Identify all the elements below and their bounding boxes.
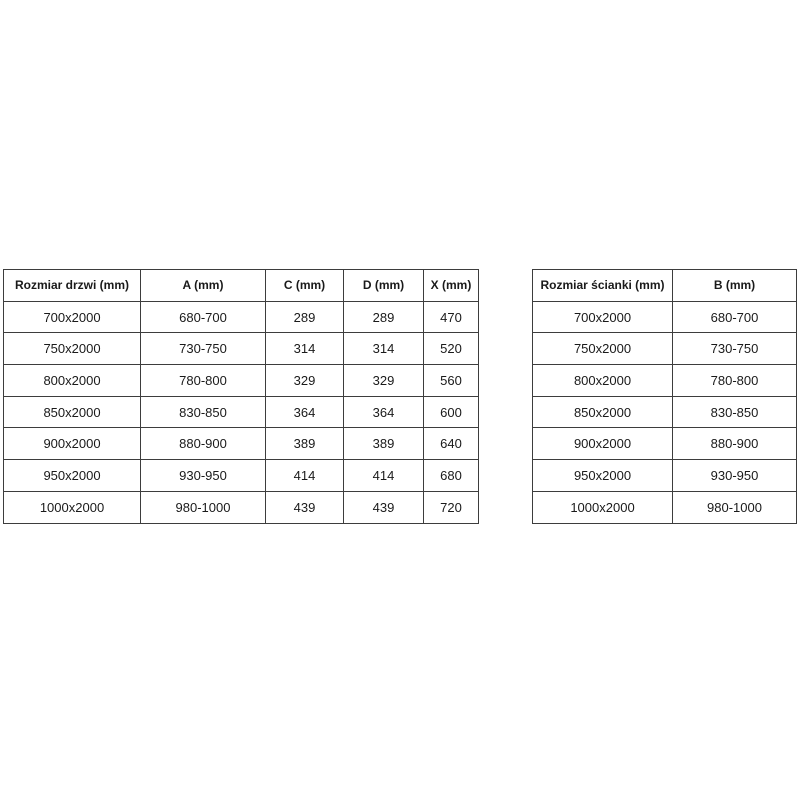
column-header: C (mm)	[266, 270, 344, 302]
table-cell: 364	[266, 396, 344, 428]
table-cell: 730-750	[141, 333, 266, 365]
column-header: Rozmiar ścianki (mm)	[533, 270, 673, 302]
header-row	[533, 270, 797, 302]
table-cell: 700x2000	[533, 301, 673, 333]
table-cell: 900x2000	[533, 428, 673, 460]
table-cell: 930-950	[141, 460, 266, 492]
table-cell: 389	[344, 428, 424, 460]
table-cell: 314	[344, 333, 424, 365]
column-header: B (mm)	[673, 270, 797, 302]
table-cell: 560	[424, 365, 479, 397]
table-cell: 720	[424, 491, 479, 523]
table-row	[533, 365, 797, 397]
table-cell: 850x2000	[4, 396, 141, 428]
table-cell: 439	[344, 491, 424, 523]
table-cell: 800x2000	[533, 365, 673, 397]
table-row	[4, 428, 479, 460]
wall-size-table-body	[533, 301, 797, 523]
table-cell: 329	[266, 365, 344, 397]
table-cell: 680	[424, 460, 479, 492]
table-cell: 950x2000	[4, 460, 141, 492]
table-cell: 314	[266, 333, 344, 365]
table-cell: 880-900	[673, 428, 797, 460]
table-cell: 1000x2000	[533, 491, 673, 523]
header-row	[4, 270, 479, 302]
door-size-table	[3, 269, 479, 524]
column-header: A (mm)	[141, 270, 266, 302]
table-cell: 800x2000	[4, 365, 141, 397]
table-cell: 640	[424, 428, 479, 460]
table-cell: 414	[344, 460, 424, 492]
wall-size-table-header	[533, 270, 797, 302]
column-header: Rozmiar drzwi (mm)	[4, 270, 141, 302]
table-cell: 730-750	[673, 333, 797, 365]
table-row	[533, 491, 797, 523]
table-row	[4, 460, 479, 492]
table-cell: 830-850	[673, 396, 797, 428]
table-cell: 980-1000	[673, 491, 797, 523]
table-cell: 700x2000	[4, 301, 141, 333]
table-cell: 780-800	[141, 365, 266, 397]
table-row	[4, 491, 479, 523]
column-header: X (mm)	[424, 270, 479, 302]
table-row	[4, 396, 479, 428]
table-cell: 880-900	[141, 428, 266, 460]
table-cell: 900x2000	[4, 428, 141, 460]
table-cell: 980-1000	[141, 491, 266, 523]
table-cell: 520	[424, 333, 479, 365]
table-cell: 439	[266, 491, 344, 523]
table-cell: 289	[344, 301, 424, 333]
table-row	[533, 460, 797, 492]
door-size-table-body	[4, 301, 479, 523]
table-cell: 329	[344, 365, 424, 397]
table-cell: 950x2000	[533, 460, 673, 492]
table-cell: 600	[424, 396, 479, 428]
table-cell: 930-950	[673, 460, 797, 492]
table-row	[4, 365, 479, 397]
table-cell: 850x2000	[533, 396, 673, 428]
table-cell: 289	[266, 301, 344, 333]
table-cell: 414	[266, 460, 344, 492]
table-row	[533, 301, 797, 333]
table-row	[4, 301, 479, 333]
table-cell: 750x2000	[533, 333, 673, 365]
table-cell: 680-700	[141, 301, 266, 333]
table-cell: 750x2000	[4, 333, 141, 365]
column-header: D (mm)	[344, 270, 424, 302]
table-cell: 470	[424, 301, 479, 333]
table-cell: 389	[266, 428, 344, 460]
table-cell: 830-850	[141, 396, 266, 428]
table-cell: 680-700	[673, 301, 797, 333]
table-cell: 1000x2000	[4, 491, 141, 523]
wall-size-table	[532, 269, 797, 524]
table-cell: 780-800	[673, 365, 797, 397]
table-row	[533, 428, 797, 460]
table-row	[533, 396, 797, 428]
door-size-table-header	[4, 270, 479, 302]
table-cell: 364	[344, 396, 424, 428]
table-row	[4, 333, 479, 365]
table-row	[533, 333, 797, 365]
